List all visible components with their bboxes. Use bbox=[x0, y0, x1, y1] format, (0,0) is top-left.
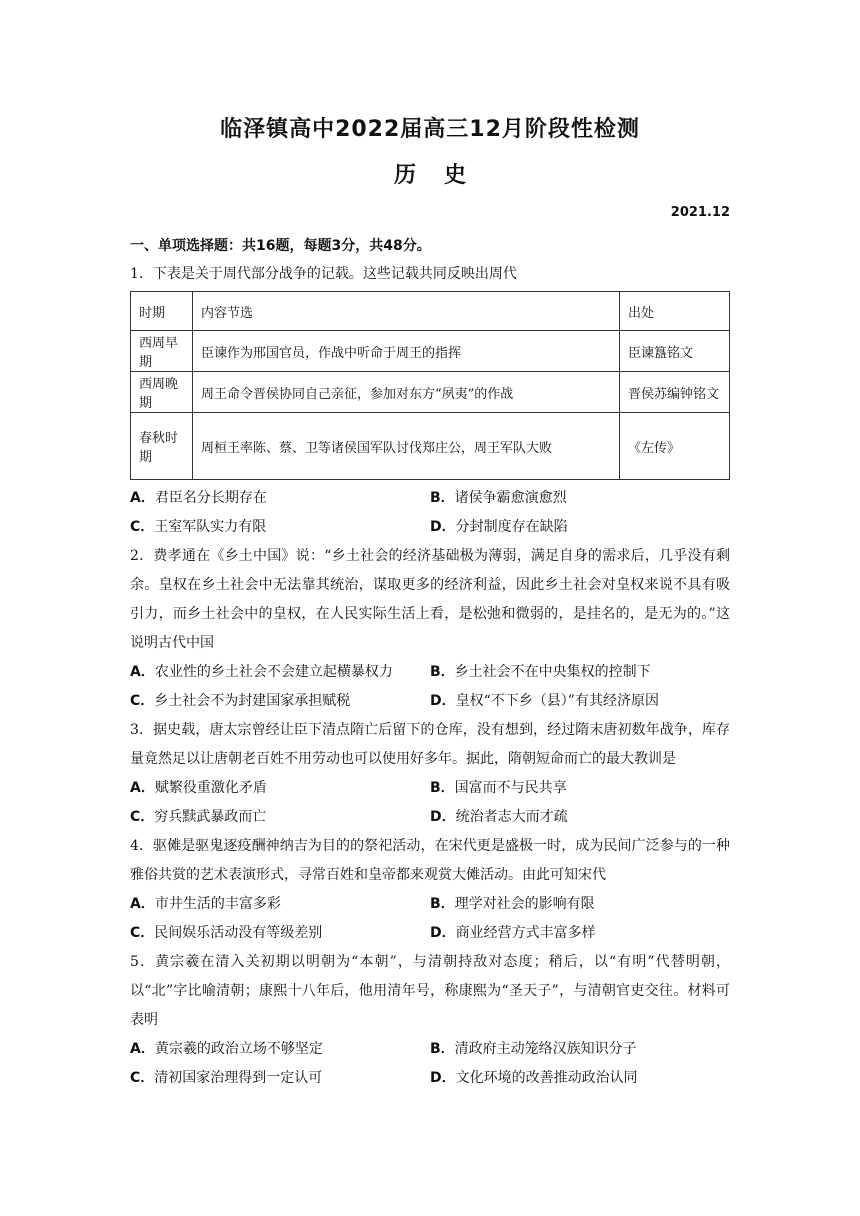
option-label: C． bbox=[130, 809, 155, 825]
question-1 bbox=[130, 260, 730, 542]
option-text: 赋繁役重激化矛盾 bbox=[154, 780, 267, 796]
option-label: A． bbox=[130, 664, 155, 680]
option-label: B． bbox=[430, 1041, 455, 1057]
option-row bbox=[130, 1064, 730, 1093]
table-cell: 周桓王率陈、蔡、卫等诸侯国军队讨伐郑庄公，周王军队大败 bbox=[193, 413, 620, 480]
option-d[interactable] bbox=[430, 513, 730, 542]
table-cell: 臣谏簋铭文 bbox=[620, 331, 730, 372]
option-label: D． bbox=[430, 809, 456, 825]
option-label: B． bbox=[430, 896, 455, 912]
table-cell: 晋侯苏编钟铭文 bbox=[620, 372, 730, 413]
option-text: 王室军队实力有限 bbox=[154, 519, 267, 535]
option-a[interactable] bbox=[130, 484, 430, 513]
option-label: D． bbox=[430, 519, 456, 535]
option-text: 乡土社会不在中央集权的控制下 bbox=[454, 664, 651, 680]
option-text: 统治者志大而才疏 bbox=[455, 809, 568, 825]
table-cell: 春秋时期 bbox=[131, 413, 193, 480]
exam-subject: 历史 bbox=[393, 163, 494, 188]
option-text: 清初国家治理得到一定认可 bbox=[154, 1070, 323, 1086]
table-header-cell: 出处 bbox=[620, 292, 730, 331]
question-stem: 1．下表是关于周代部分战争的记载。这些记载共同反映出周代 bbox=[130, 266, 517, 282]
option-d[interactable] bbox=[430, 919, 730, 948]
option-text: 清政府主动笼络汉族知识分子 bbox=[454, 1041, 637, 1057]
option-a[interactable] bbox=[130, 1035, 430, 1064]
question-stem: 4．驱傩是驱鬼逐疫酬神纳吉为目的的祭祀活动，在宋代更是盛极一时，成为民间广泛参与的一种雅俗共赏的艺术表演形式，寻常百姓和皇帝都来观赏大傩活动。由此可知宋代 bbox=[130, 838, 730, 883]
option-c[interactable] bbox=[130, 1064, 430, 1093]
option-c[interactable] bbox=[130, 803, 430, 832]
table-cell: 西周晚期 bbox=[131, 372, 193, 413]
table-cell: 周王命令晋侯协同自己亲征，参加对东方“夙夷”的作战 bbox=[193, 372, 620, 413]
option-label: D． bbox=[430, 693, 456, 709]
option-label: C． bbox=[130, 519, 155, 535]
option-text: 理学对社会的影响有限 bbox=[454, 896, 595, 912]
question-stem: 3．据史载，唐太宗曾经让臣下清点隋亡后留下的仓库，没有想到，经过隋末唐初数年战争，库存量竟然足以让唐朝老百姓不用劳动也可以使用好多年。据此，隋朝短命而亡的最大教训是 bbox=[130, 722, 730, 767]
option-label: B． bbox=[430, 780, 455, 796]
option-row bbox=[130, 803, 730, 832]
option-row bbox=[130, 890, 730, 919]
option-text: 民间娱乐活动没有等级差别 bbox=[154, 925, 323, 941]
option-b[interactable] bbox=[430, 658, 730, 687]
table-header-cell: 时期 bbox=[131, 292, 193, 331]
question-3 bbox=[130, 716, 730, 832]
option-label: D． bbox=[430, 1070, 456, 1086]
option-a[interactable] bbox=[130, 658, 430, 687]
option-text: 分封制度存在缺陷 bbox=[455, 519, 568, 535]
option-text: 诸侯争霸愈演愈烈 bbox=[454, 490, 567, 506]
option-b[interactable] bbox=[430, 1035, 730, 1064]
option-text: 皇权“不下乡（县）”有其经济原因 bbox=[455, 693, 659, 709]
option-text: 农业性的乡土社会不会建立起横暴权力 bbox=[154, 664, 393, 680]
option-text: 市井生活的丰富多彩 bbox=[154, 896, 281, 912]
question-4 bbox=[130, 832, 730, 948]
option-a[interactable] bbox=[130, 890, 430, 919]
option-d[interactable] bbox=[430, 803, 730, 832]
question-2 bbox=[130, 542, 730, 716]
option-text: 文化环境的改善推动政治认同 bbox=[455, 1070, 638, 1086]
exam-date: 2021.12 bbox=[670, 205, 730, 220]
exam-content bbox=[130, 232, 730, 1093]
option-row bbox=[130, 484, 730, 513]
option-text: 穷兵黩武暴政而亡 bbox=[154, 809, 267, 825]
option-row bbox=[130, 687, 730, 716]
option-row bbox=[130, 658, 730, 687]
option-text: 国富而不与民共享 bbox=[454, 780, 567, 796]
option-label: A． bbox=[130, 1041, 155, 1057]
option-label: B． bbox=[430, 490, 455, 506]
exam-title: 临泽镇高中2022届高三12月阶段性检测 bbox=[220, 117, 640, 142]
option-label: A． bbox=[130, 896, 155, 912]
table-header-row bbox=[131, 292, 730, 331]
table-row bbox=[131, 331, 730, 372]
question-stem: 2．费孝通在《乡土中国》说：“乡土社会的经济基础极为薄弱，满足自身的需求后，几乎没有剩余。皇权在乡土社会中无法靠其统治，谋取更多的经济利益，因此乡土社会对皇权来说不具有吸引力，而乡土社会中的皇权，在人民实际生活上看，是松弛和微弱的，是挂名的，是无为的。”这说明古代中国 bbox=[130, 548, 730, 651]
section-heading: 一、单项选择题：共16题，每题3分，共48分。 bbox=[130, 238, 431, 254]
option-row bbox=[130, 1035, 730, 1064]
option-row bbox=[130, 919, 730, 948]
option-a[interactable] bbox=[130, 774, 430, 803]
option-c[interactable] bbox=[130, 513, 430, 542]
option-d[interactable] bbox=[430, 687, 730, 716]
option-text: 乡土社会不为封建国家承担赋税 bbox=[154, 693, 351, 709]
table-row bbox=[131, 372, 730, 413]
option-label: D． bbox=[430, 925, 456, 941]
table-header-cell: 内容节选 bbox=[193, 292, 620, 331]
table-cell: 臣谏作为邢国官员，作战中听命于周王的指挥 bbox=[193, 331, 620, 372]
option-label: C． bbox=[130, 925, 155, 941]
records-table bbox=[130, 291, 730, 480]
option-label: A． bbox=[130, 780, 155, 796]
option-label: B． bbox=[430, 664, 455, 680]
option-b[interactable] bbox=[430, 484, 730, 513]
option-text: 黄宗羲的政治立场不够坚定 bbox=[154, 1041, 323, 1057]
option-row bbox=[130, 513, 730, 542]
option-label: C． bbox=[130, 1070, 155, 1086]
option-b[interactable] bbox=[430, 774, 730, 803]
option-label: C． bbox=[130, 693, 155, 709]
option-c[interactable] bbox=[130, 919, 430, 948]
option-d[interactable] bbox=[430, 1064, 730, 1093]
option-text: 君臣名分长期存在 bbox=[154, 490, 267, 506]
question-stem: 5．黄宗羲在清入关初期以明朝为“本朝”，与清朝持敌对态度；稍后，以“有明”代替明朝，以“北”字比喻清朝；康熙十八年后，他用清年号，称康熙为“圣天子”，与清朝官吏交往。材料可表明 bbox=[130, 954, 730, 1028]
question-5 bbox=[130, 948, 730, 1093]
option-b[interactable] bbox=[430, 890, 730, 919]
option-c[interactable] bbox=[130, 687, 430, 716]
option-label: A． bbox=[130, 490, 155, 506]
table-cell: 西周早期 bbox=[131, 331, 193, 372]
table-row bbox=[131, 413, 730, 480]
option-text: 商业经营方式丰富多样 bbox=[455, 925, 596, 941]
option-row bbox=[130, 774, 730, 803]
table-cell: 《左传》 bbox=[620, 413, 730, 480]
